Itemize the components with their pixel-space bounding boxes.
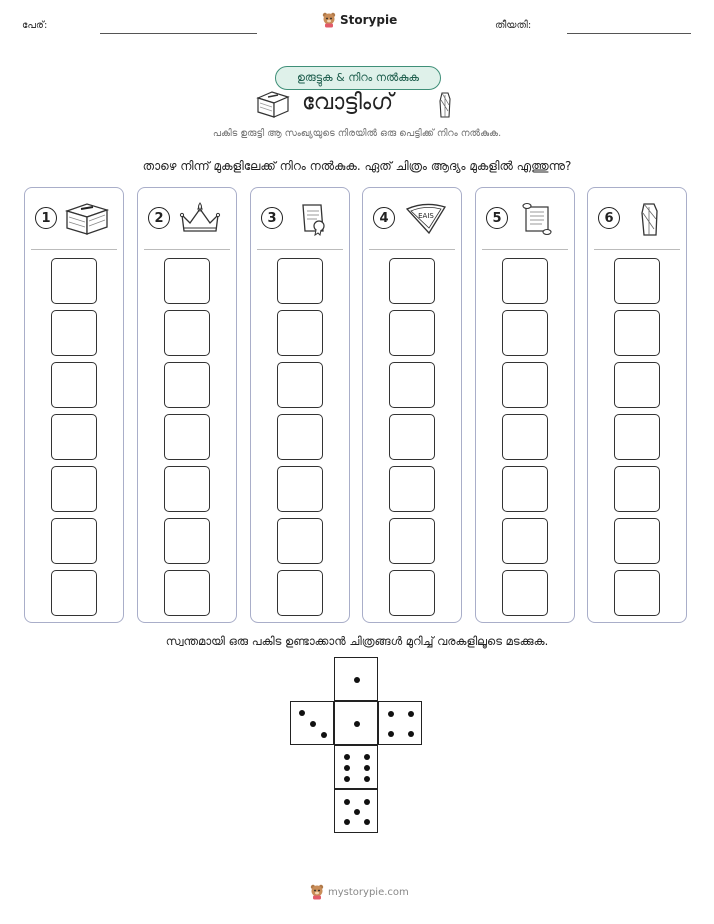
color-box[interactable] xyxy=(502,570,548,616)
color-box[interactable] xyxy=(164,518,210,564)
dice-face-1[interactable] xyxy=(334,657,378,701)
scroll-with-seal-icon xyxy=(289,201,337,237)
ballot-box-icon xyxy=(256,89,290,119)
ballot-box-icon xyxy=(63,201,111,237)
color-box[interactable] xyxy=(277,518,323,564)
column-5 xyxy=(475,187,575,623)
column-4 xyxy=(362,187,462,623)
dice-face-3[interactable] xyxy=(290,701,334,745)
color-box[interactable] xyxy=(51,414,97,460)
pip xyxy=(408,731,414,737)
crown-icon xyxy=(176,201,224,237)
color-box[interactable] xyxy=(164,258,210,304)
dice-face-4[interactable] xyxy=(378,701,422,745)
color-box[interactable] xyxy=(502,466,548,512)
dice-instruction: സ്വന്തമായി ഒരു പകിട ഉണ്ടാക്കാൻ ചിത്രങ്ങൾ മുറിച്ച് വരകളിലൂടെ മടക്കുക. xyxy=(165,634,549,648)
pip xyxy=(408,711,414,717)
page-title: വോട്ടിംഗ് xyxy=(302,90,394,115)
color-box[interactable] xyxy=(389,414,435,460)
color-box[interactable] xyxy=(614,414,660,460)
color-box[interactable] xyxy=(389,518,435,564)
column-number: 4 xyxy=(373,207,395,229)
column-divider xyxy=(144,249,230,250)
color-box[interactable] xyxy=(277,258,323,304)
pip xyxy=(364,765,370,771)
color-box[interactable] xyxy=(389,466,435,512)
color-box[interactable] xyxy=(502,362,548,408)
pip xyxy=(388,711,394,717)
color-box[interactable] xyxy=(389,258,435,304)
color-box[interactable] xyxy=(277,362,323,408)
column-2 xyxy=(137,187,237,623)
color-box[interactable] xyxy=(614,570,660,616)
pip xyxy=(299,710,305,716)
pip xyxy=(364,819,370,825)
date-line[interactable] xyxy=(567,33,691,34)
column-divider xyxy=(482,249,568,250)
pip xyxy=(364,754,370,760)
subtitle: പകിട ഉരുട്ടി ആ സംഖ്യയുടെ നിരയിൽ ഒരു പെട്ടിക്ക് നിറം നൽകുക. xyxy=(212,128,502,139)
column-divider xyxy=(257,249,343,250)
parchment-scroll-icon xyxy=(514,201,562,237)
column-3 xyxy=(250,187,350,623)
roll-and-color-badge: ഉരുട്ടുക & നിറം നൽകുക xyxy=(275,66,441,90)
color-box[interactable] xyxy=(277,310,323,356)
color-box[interactable] xyxy=(277,466,323,512)
pip xyxy=(310,721,316,727)
pip xyxy=(354,721,360,727)
pip xyxy=(344,776,350,782)
color-box[interactable] xyxy=(51,362,97,408)
color-box[interactable] xyxy=(614,518,660,564)
color-box[interactable] xyxy=(164,466,210,512)
pip xyxy=(344,765,350,771)
date-label: തീയതി: xyxy=(495,20,532,31)
instruction: താഴെ നിന്ന് മുകളിലേക്ക് നിറം നൽകുക. ഏത് ചിത്രം ആദ്യം മുകളിൽ എത്തുന്നു? xyxy=(142,159,572,173)
dice-face-6[interactable] xyxy=(334,745,378,789)
pip xyxy=(354,677,360,683)
color-box[interactable] xyxy=(502,310,548,356)
pip xyxy=(364,799,370,805)
color-box[interactable] xyxy=(51,518,97,564)
color-box[interactable] xyxy=(51,570,97,616)
pip xyxy=(344,799,350,805)
color-box[interactable] xyxy=(614,466,660,512)
eais-badge-icon xyxy=(401,201,449,237)
dice-face-1[interactable] xyxy=(334,701,378,745)
color-box[interactable] xyxy=(51,258,97,304)
color-box[interactable] xyxy=(614,258,660,304)
column-number: 2 xyxy=(148,207,170,229)
brand-name: Storypie xyxy=(340,13,398,27)
color-box[interactable] xyxy=(164,414,210,460)
color-box[interactable] xyxy=(277,570,323,616)
color-box[interactable] xyxy=(164,570,210,616)
column-number: 1 xyxy=(35,207,57,229)
pip xyxy=(321,732,327,738)
column-number: 5 xyxy=(486,207,508,229)
color-box[interactable] xyxy=(614,310,660,356)
name-line[interactable] xyxy=(100,33,257,34)
color-box[interactable] xyxy=(51,466,97,512)
name-label: പേര്: xyxy=(22,20,48,31)
color-box[interactable] xyxy=(502,518,548,564)
column-number: 6 xyxy=(598,207,620,229)
column-number: 3 xyxy=(261,207,283,229)
pip xyxy=(388,731,394,737)
badge-text: EAIS xyxy=(418,212,434,220)
footer xyxy=(310,884,409,900)
pip xyxy=(364,776,370,782)
column-6 xyxy=(587,187,687,623)
pip xyxy=(344,754,350,760)
column-divider xyxy=(369,249,455,250)
color-box[interactable] xyxy=(389,310,435,356)
color-box[interactable] xyxy=(502,414,548,460)
color-box[interactable] xyxy=(277,414,323,460)
pip xyxy=(354,809,360,815)
color-box[interactable] xyxy=(614,362,660,408)
bear-mascot-icon xyxy=(322,12,336,28)
color-box[interactable] xyxy=(164,310,210,356)
color-box[interactable] xyxy=(51,310,97,356)
toga-icon xyxy=(435,91,455,119)
footer-site[interactable]: mystorypie.com xyxy=(328,886,409,898)
toga-icon xyxy=(626,201,674,237)
color-box[interactable] xyxy=(389,570,435,616)
color-box[interactable] xyxy=(164,362,210,408)
brand-logo xyxy=(322,12,397,28)
column-divider xyxy=(594,249,680,250)
dice-face-5[interactable] xyxy=(334,789,378,833)
bear-mascot-icon xyxy=(310,884,324,900)
color-box[interactable] xyxy=(389,362,435,408)
column-divider xyxy=(31,249,117,250)
pip xyxy=(344,819,350,825)
color-box[interactable] xyxy=(502,258,548,304)
column-1 xyxy=(24,187,124,623)
